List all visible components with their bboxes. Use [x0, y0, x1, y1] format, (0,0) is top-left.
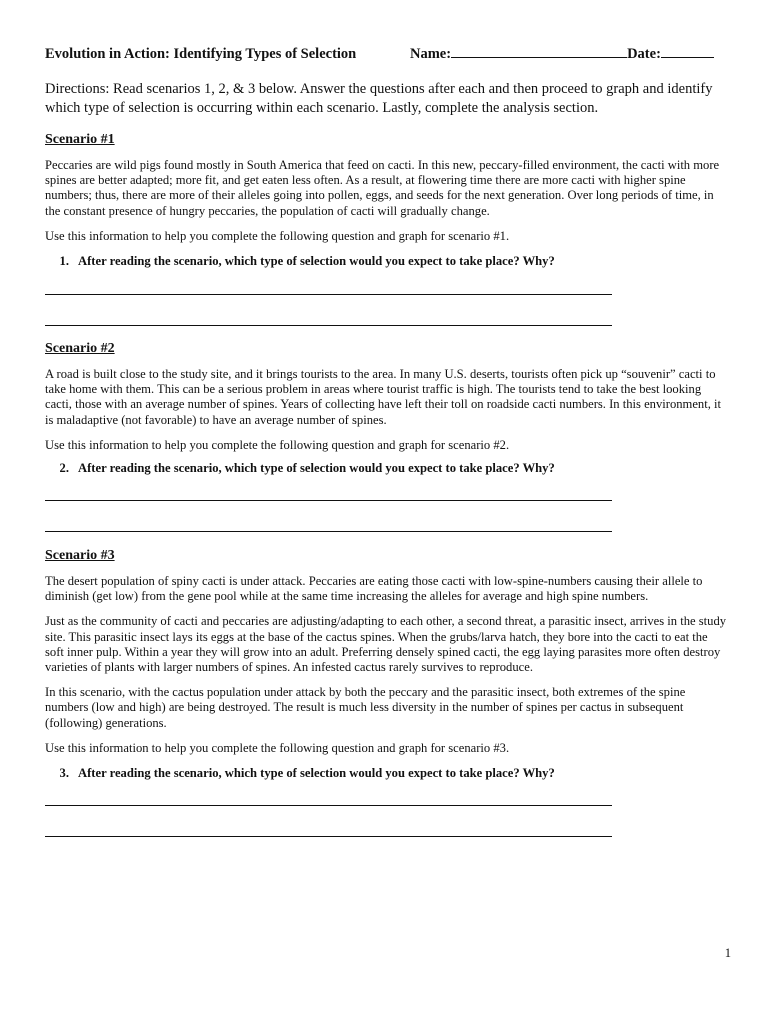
question-1 [45, 254, 727, 269]
worksheet-header [45, 44, 727, 68]
question-3-number: 3. [59, 766, 69, 781]
date-label: Date: [627, 46, 661, 62]
scenario-2 [45, 341, 727, 532]
scenario-1 [45, 132, 727, 326]
scenario-3-paragraph-2: Just as the community of cacti and peccaries are adjusting/adapting to each other, a second threat, a parasitic insect, arrives in the study site. This parasitic insect lays its eggs at the base of the cactus spines. When the grubs/larva hatch, they bore into the cacti to eat the soft inner pulp. Within a year they will grow into an adult. Preferring densely spined cacti, the egg laying parasites more often destroy varieties of plants with larger numbers of spines. An infested cactus rarely survives to reproduce. [45, 614, 727, 675]
answer-line[interactable] [45, 294, 612, 295]
scenario-2-instruction: Use this information to help you complete the following question and graph for scenario #2. [45, 437, 510, 452]
answer-line[interactable] [45, 500, 612, 501]
name-label: Name: [410, 46, 452, 62]
worksheet-title: Evolution in Action: Identifying Types of Selection [45, 46, 357, 62]
question-1-number: 1. [59, 254, 69, 269]
answer-line[interactable] [45, 531, 612, 532]
question-1-text: After reading the scenario, which type of selection would you expect to take place? Why? [78, 254, 555, 269]
name-blank[interactable] [451, 44, 627, 58]
answer-line[interactable] [45, 836, 612, 837]
scenario-1-paragraph: Peccaries are wild pigs found mostly in South America that feed on cacti. In this new, peccary-filled environment, the cacti with more spines are better adapted; more fit, and get eaten less often. As a result, at flowering time there are more cacti with higher spine numbers; thus, there are more of their alleles going into pollen, eggs, and seeds for the next generation. Over long periods of time, in the constant presence of hungry peccaries, the population of cacti will gradually change. [45, 158, 720, 218]
page-number: 1 [724, 946, 731, 960]
scenario-3-paragraph-1: The desert population of spiny cacti is under attack. Peccaries are eating those cacti with low-spine-numbers causing their allele to diminish (get low) from the gene pool while at the same time increasing the alleles for average and high spine numbers. [45, 574, 703, 604]
worksheet-page [45, 44, 727, 837]
scenario-2-paragraph: A road is built close to the study site, and it brings tourists to the area. In many U.S. deserts, tourists often pick up “souvenir” cacti to take home with them. This can be a serious problem in areas where tourist traffic is high. The tourists tend to take the best looking cacti, those with an average number of spines. Years of collecting have left their toll on roadside cacti numbers. In this environment, it is maladaptive (not favorable) to have an average number of spines. [45, 367, 722, 427]
scenario-1-heading: Scenario #1 [45, 132, 115, 147]
question-3-text: After reading the scenario, which type of selection would you expect to take place? Why? [78, 766, 555, 781]
scenario-2-heading: Scenario #2 [45, 341, 115, 357]
scenario-3-heading: Scenario #3 [45, 548, 115, 564]
scenario-1-instruction: Use this information to help you complete the following question and graph for scenario #1. [45, 228, 510, 243]
scenario-3 [45, 548, 727, 837]
question-2-text: After reading the scenario, which type of selection would you expect to take place? Why? [78, 461, 555, 476]
question-2 [45, 461, 727, 476]
directions-text: Directions: Read scenarios 1, 2, & 3 below. Answer the questions after each and then proceed to graph and identify which type of selection is occurring within each scenario. Lastly, complete the analysis section. [45, 81, 713, 116]
answer-line[interactable] [45, 805, 612, 806]
date-blank[interactable] [661, 44, 714, 58]
answer-line[interactable] [45, 325, 612, 326]
scenario-3-instruction: Use this information to help you complete the following question and graph for scenario #3. [45, 740, 510, 755]
scenario-3-paragraph-3: In this scenario, with the cactus population under attack by both the peccary and the parasitic insect, both extremes of the spine numbers (low and high) are being destroyed. The result is much less diversity in the number of spines per cactus in subsequent (following) generations. [45, 685, 686, 730]
question-2-number: 2. [59, 461, 69, 476]
question-3 [45, 766, 727, 781]
